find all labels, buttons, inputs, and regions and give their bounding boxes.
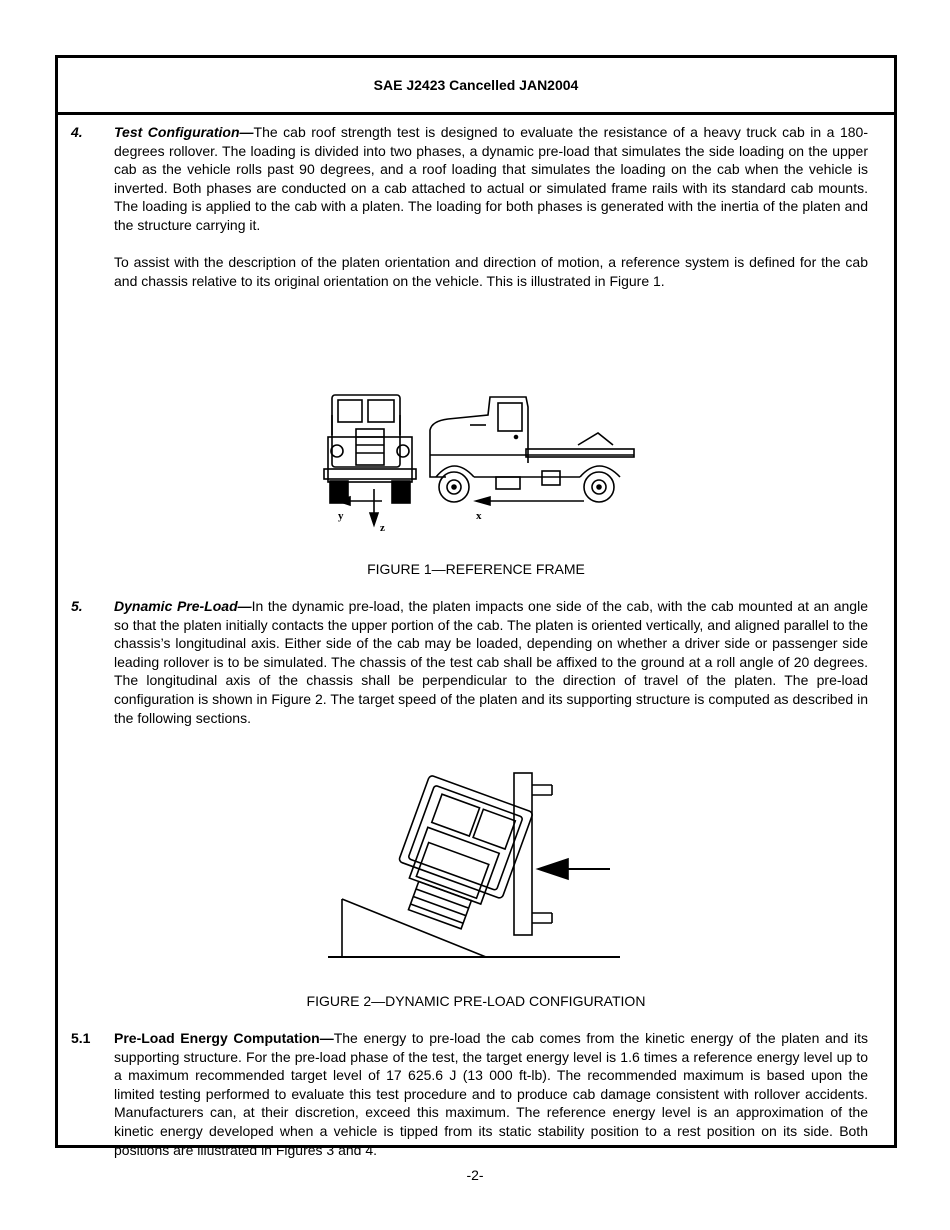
section-paragraph (114, 123, 868, 235)
reference-axes (338, 489, 584, 525)
motion-arrow (538, 859, 568, 879)
section-paragraph-2 (114, 253, 868, 290)
truck-side-view (430, 397, 634, 502)
section-number: 5.1 (71, 1030, 91, 1046)
axis-z-label: z (380, 522, 385, 534)
truck-front-view (324, 395, 416, 503)
figure-1 (58, 385, 894, 545)
page-number: -2- (466, 1167, 484, 1183)
page-header (58, 58, 894, 115)
page-frame (55, 55, 897, 1158)
section-4 (58, 123, 894, 290)
section-heading: Pre-Load Energy Computation— (114, 1030, 334, 1046)
preload-configuration-drawing (58, 765, 894, 965)
figure-2-caption: FIGURE 2—DYNAMIC PRE-LOAD CONFIGURATION (306, 993, 646, 1009)
reference-frame-drawing (58, 385, 894, 545)
section-text: In the dynamic pre-load, the platen impacts one side of the cab, with the cab mounted at an angle so that the platen initially contacts the upper portion of the cab. The platen is oriented vertically, and aligned parallel to the chassis’s longitudinal axis. Either side of the cab may be loaded, depending on whether a driver side or passenger side leading rollover is to be simulated. The chassis of the test cab shall be affixed to the ground at a roll angle of 20 degrees. The longitudinal axis of the chassis shall be perpendicular to the direction of travel of the platen. The pre-load configuration is shown in Figure 2. The target speed of the platen and its supporting structure is computed as described in the following sections. (114, 598, 868, 726)
section-5 (58, 597, 894, 727)
section-number: 4. (71, 124, 83, 140)
section-paragraph (114, 597, 868, 727)
axis-x-label: x (476, 510, 482, 522)
section-text: The energy to pre-load the cab comes from the kinetic energy of the platen and its supporting structure. For the pre-load phase of the test, the target energy level is 1.6 times a reference energy level up to a maximum recommended target level of 17 625.6 J (13 000 ft-lb). The recommended maximum is based upon the limited testing performed to evaluate this test procedure and to produce cab damage consistent with rollover accidents. Manufacturers can, at their discretion, exceed this maximum. The reference energy level is an approximation of the kinetic energy developed when a vehicle is tipped from its static stability position to a rest position on its side. Both positions are illustrated in Figures 3 and 4. (114, 1030, 868, 1158)
section-text: The cab roof strength test is designed to evaluate the resistance of a heavy truck cab in a 180-degrees rollover. The loading is divided into two phases, a dynamic pre-load that simulates the side loading on the upper cab as the vehicle rolls past 90 degrees, and a roof loading that simulates the loading on the cab when the vehicle is inverted. Both phases are conducted on a cab attached to actual or simulated frame rails with its standard cab mounts. The loading is applied to the cab with a platen. The loading for both phases is generated with the inertia of the platen and the structure carrying it. (114, 124, 868, 233)
axis-y-label: y (338, 510, 344, 522)
section-heading: Dynamic Pre-Load— (114, 598, 252, 614)
section-number: 5. (71, 598, 83, 614)
section-heading: Test Configuration— (114, 124, 254, 140)
section-text-2: To assist with the description of the platen orientation and direction of motion, a reference system is defined for the cab and chassis relative to its original orientation on the vehicle. This is illustrated in Figure 1. (114, 254, 868, 289)
figure-1-caption: FIGURE 1—REFERENCE FRAME (367, 561, 585, 577)
section-5-1 (58, 1029, 894, 1159)
platen (514, 773, 532, 935)
section-paragraph (114, 1029, 868, 1159)
figure-2 (58, 765, 894, 965)
tilted-cab (384, 775, 533, 939)
document-title: SAE J2423 Cancelled JAN2004 (373, 77, 579, 93)
